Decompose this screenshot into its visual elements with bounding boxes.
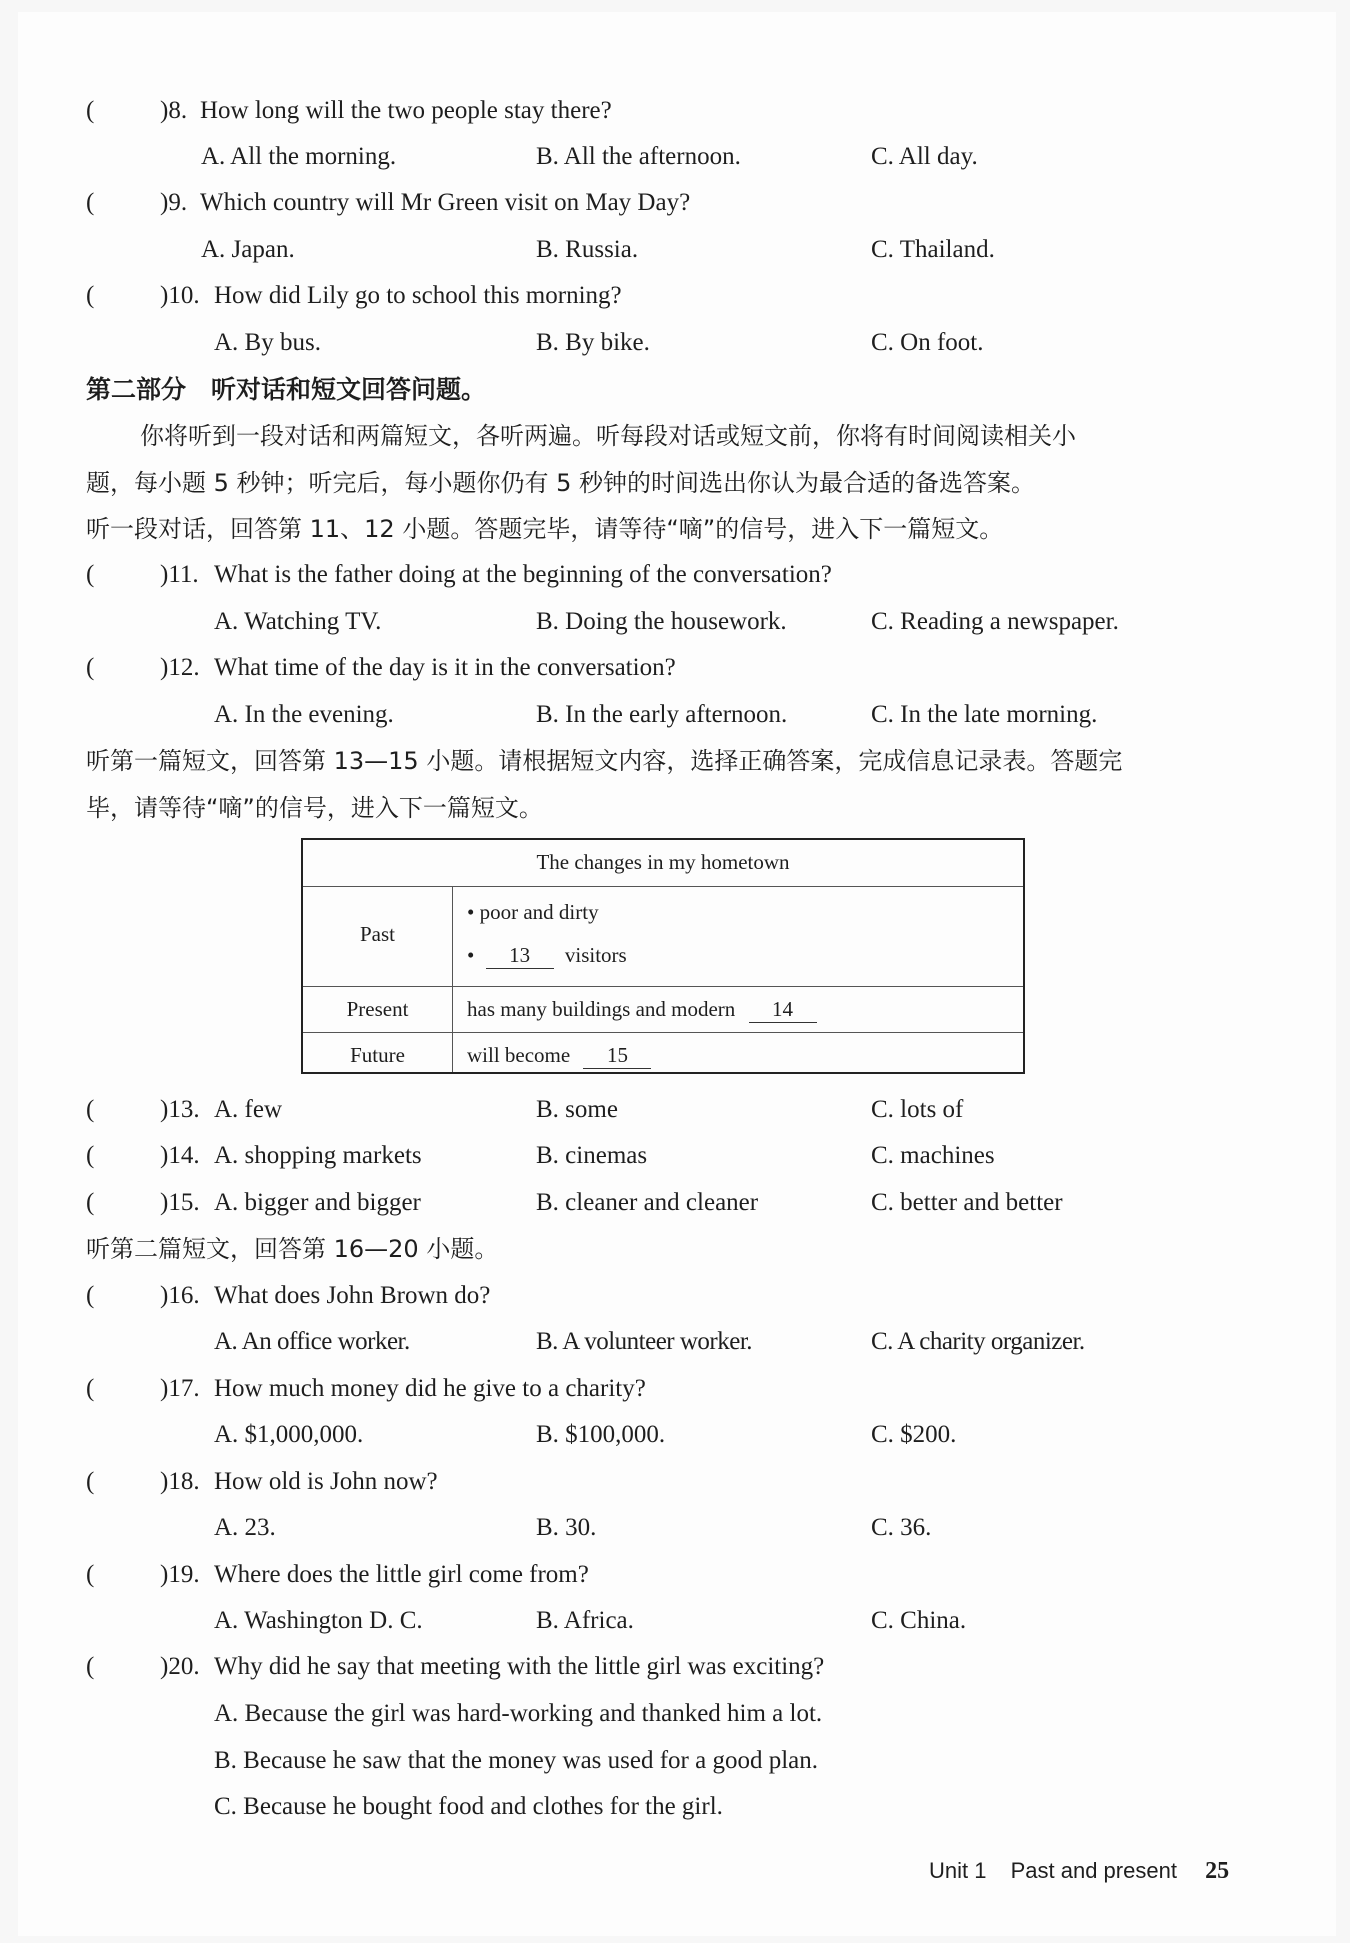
option-a: A. An office worker. — [214, 1328, 410, 1355]
table-title: The changes in my hometown — [536, 850, 790, 874]
option-c: C. better and better — [871, 1189, 1063, 1216]
answer-paren: ( — [86, 1653, 95, 1680]
future-text — [467, 1043, 651, 1069]
section-heading: 第二部分 听对话和短文回答问题。 — [86, 375, 487, 404]
option-b: B. Doing the housework. — [536, 608, 787, 635]
option-c: C. A charity organizer. — [871, 1328, 1085, 1355]
option-a: A. few — [214, 1096, 283, 1123]
page-footer — [929, 1858, 1229, 1885]
option-a: A. All the morning. — [201, 143, 397, 170]
future-text-body: will become — [467, 1043, 571, 1067]
question-text: What does John Brown do? — [214, 1282, 491, 1309]
option-c: C. 36. — [871, 1514, 932, 1541]
passage1-instruction-line2: 毕，请等待“嘀”的信号，进入下一篇短文。 — [86, 794, 543, 822]
footer-title: Past and present — [1010, 1858, 1177, 1883]
option-c: C. Reading a newspaper. — [871, 608, 1119, 635]
answer-paren: ( — [86, 1096, 95, 1123]
option-a: A. Japan. — [201, 236, 295, 263]
table-column-divider — [452, 886, 453, 1072]
past-item-2 — [467, 943, 627, 969]
option-b: B. cinemas — [536, 1142, 648, 1169]
answer-paren: ( — [86, 282, 95, 309]
option-a: A. In the evening. — [214, 701, 394, 728]
question-number: )12. — [160, 654, 200, 681]
question-number: )15. — [160, 1189, 200, 1216]
option-a: A. shopping markets — [214, 1142, 422, 1169]
answer-paren: ( — [86, 189, 95, 216]
answer-paren: ( — [86, 97, 95, 124]
answer-blank-14: 14 — [749, 997, 817, 1023]
table-divider — [303, 1032, 1023, 1033]
row-label-past: Past — [359, 922, 395, 946]
option-b: B. Russia. — [536, 236, 639, 263]
present-text-body: has many buildings and modern — [467, 997, 736, 1021]
answer-paren: ( — [86, 1468, 95, 1495]
passage2-instruction: 听第二篇短文，回答第 16—20 小题。 — [86, 1235, 499, 1263]
answer-paren: ( — [86, 1189, 95, 1216]
question-number: )20. — [160, 1653, 200, 1680]
question-text: Where does the little girl come from? — [214, 1561, 589, 1588]
question-number: )9. — [160, 189, 188, 216]
section-intro-line1: 你将听到一段对话和两篇短文，各听两遍。听每段对话或短文前，你将有时间阅读相关小 — [140, 422, 1076, 450]
question-text: How did Lily go to school this morning? — [214, 282, 622, 309]
dialog-instruction: 听一段对话，回答第 11、12 小题。答题完毕，请等待“嘀”的信号，进入下一篇短文。 — [86, 515, 1004, 543]
option-c: C. $200. — [871, 1421, 957, 1448]
question-number: )18. — [160, 1468, 200, 1495]
answer-paren: ( — [86, 654, 95, 681]
option-c: C. China. — [871, 1607, 967, 1634]
question-text: How much money did he give to a charity? — [214, 1375, 646, 1402]
answer-blank-13: 13 — [486, 943, 554, 969]
option-c: C. All day. — [871, 143, 978, 170]
bullet: • — [467, 943, 475, 967]
question-text: How old is John now? — [214, 1468, 438, 1495]
answer-paren: ( — [86, 1561, 95, 1588]
present-text — [467, 997, 817, 1023]
section-intro-line2: 题，每小题 5 秒钟；听完后，每小题你仍有 5 秒钟的时间选出你认为最合适的备选答案。 — [86, 469, 1036, 497]
question-text: What is the father doing at the beginning of the conversation? — [214, 561, 832, 588]
question-text: What time of the day is it in the conversation? — [214, 654, 676, 681]
question-number: )17. — [160, 1375, 200, 1402]
option-a: A. Because the girl was hard-working and thanked him a lot. — [214, 1700, 823, 1727]
option-a: A. $1,000,000. — [214, 1421, 364, 1448]
option-a: A. 23. — [214, 1514, 276, 1541]
option-b: B. $100,000. — [536, 1421, 666, 1448]
past-item-1: • poor and dirty — [467, 900, 599, 924]
option-a: A. Watching TV. — [214, 608, 382, 635]
row-label-future: Future — [350, 1043, 405, 1067]
option-b: B. A volunteer worker. — [536, 1328, 753, 1355]
option-c: C. On foot. — [871, 329, 984, 356]
info-record-table — [301, 838, 1025, 1074]
option-b: B. some — [536, 1096, 618, 1123]
answer-paren: ( — [86, 1375, 95, 1402]
question-number: )11. — [160, 561, 199, 588]
row-label-present: Present — [346, 997, 409, 1021]
question-number: )19. — [160, 1561, 200, 1588]
option-b: B. By bike. — [536, 329, 650, 356]
page-number: 25 — [1205, 1858, 1230, 1884]
option-c: C. Because he bought food and clothes for the girl. — [214, 1793, 723, 1820]
past-item-2-tail: visitors — [564, 943, 627, 967]
question-number: )13. — [160, 1096, 200, 1123]
option-a: A. By bus. — [214, 329, 321, 356]
option-b: B. All the afternoon. — [536, 143, 741, 170]
option-b: B. Africa. — [536, 1607, 634, 1634]
option-c: C. machines — [871, 1142, 995, 1169]
question-number: )8. — [160, 97, 188, 124]
table-divider — [303, 886, 1023, 887]
passage1-instruction-line1: 听第一篇短文，回答第 13—15 小题。请根据短文内容，选择正确答案，完成信息记录表。答题完 — [86, 747, 1123, 775]
answer-paren: ( — [86, 561, 95, 588]
option-c: C. lots of — [871, 1096, 964, 1123]
question-number: )10. — [160, 282, 200, 309]
answer-paren: ( — [86, 1142, 95, 1169]
answer-blank-15: 15 — [583, 1043, 651, 1069]
question-text: Which country will Mr Green visit on May Day? — [200, 189, 691, 216]
option-c: C. In the late morning. — [871, 701, 1098, 728]
option-c: C. Thailand. — [871, 236, 995, 263]
answer-paren: ( — [86, 1282, 95, 1309]
option-b: B. Because he saw that the money was used for a good plan. — [214, 1747, 819, 1774]
question-text: Why did he say that meeting with the little girl was exciting? — [214, 1653, 825, 1680]
footer-unit: Unit 1 — [929, 1858, 987, 1883]
question-number: )14. — [160, 1142, 200, 1169]
question-number: )16. — [160, 1282, 200, 1309]
question-text: How long will the two people stay there? — [200, 97, 612, 124]
table-divider — [303, 986, 1023, 987]
option-b: B. 30. — [536, 1514, 597, 1541]
option-a: A. bigger and bigger — [214, 1189, 421, 1216]
option-b: B. In the early afternoon. — [536, 701, 788, 728]
option-b: B. cleaner and cleaner — [536, 1189, 759, 1216]
option-a: A. Washington D. C. — [214, 1607, 423, 1634]
